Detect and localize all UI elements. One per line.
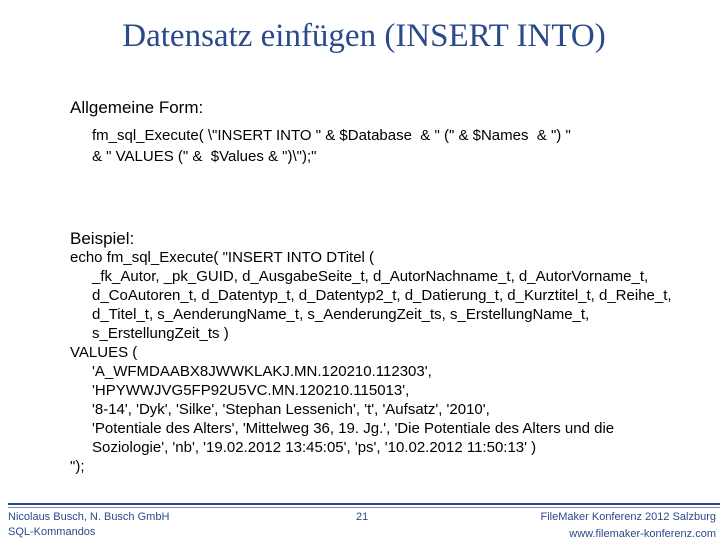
example-code-line: d_CoAutoren_t, d_Datentyp_t, d_Datentyp2_t, d_Datierung_t, d_Kurztitel_t, d_Reihe_t,	[92, 287, 672, 304]
example-code-line: 'HPYWWJVG5FP92U5VC.MN.120210.115013',	[92, 382, 410, 399]
footer-conference: FileMaker Konferenz 2012 Salzburg	[540, 511, 716, 523]
footer-rule-thin	[8, 507, 720, 508]
example-code-line: '8-14', 'Dyk', 'Silke', 'Stephan Lessenich', 't', 'Aufsatz', '2010',	[92, 401, 490, 418]
general-form-heading: Allgemeine Form:	[70, 98, 204, 117]
example-code-line: d_Titel_t, s_AenderungName_t, s_AenderungZeit_ts, s_ErstellungName_t,	[92, 306, 590, 323]
slide-title: Datensatz einfügen (INSERT INTO)	[122, 18, 606, 54]
example-heading: Beispiel:	[70, 229, 135, 248]
example-code-line: ");	[70, 458, 85, 475]
footer-rule	[8, 503, 720, 505]
footer-author: Nicolaus Busch, N. Busch GmbH	[8, 511, 170, 523]
example-code-line: 'Potentiale des Alters', 'Mittelweg 36, 19. Jg.', 'Die Potentiale des Alters und die	[92, 420, 615, 437]
footer-topic: SQL-Kommandos	[8, 526, 96, 538]
example-code-block	[70, 248, 672, 476]
footer-website: www.filemaker-konferenz.com	[569, 528, 716, 540]
general-form-line-2: & " VALUES (" & $Values & ")\");"	[92, 148, 317, 165]
page-number: 21	[356, 511, 369, 523]
general-form-line-1: fm_sql_Execute( \"INSERT INTO " & $Database & " (" & $Names & ") "	[92, 127, 571, 144]
example-code-line: _fk_Autor, _pk_GUID, d_AusgabeSeite_t, d_AutorNachname_t, d_AutorVorname_t,	[92, 268, 649, 285]
example-code-line: VALUES (	[70, 344, 138, 361]
example-code-line: 'A_WFMDAABX8JWWKLAKJ.MN.120210.112303',	[92, 363, 432, 380]
example-code-line: s_ErstellungZeit_ts )	[92, 325, 229, 342]
example-code-line: Soziologie', 'nb', '19.02.2012 13:45:05', 'ps', '10.02.2012 11:50:13' )	[92, 439, 537, 456]
example-code-line: echo fm_sql_Execute( "INSERT INTO DTitel (	[70, 249, 375, 266]
